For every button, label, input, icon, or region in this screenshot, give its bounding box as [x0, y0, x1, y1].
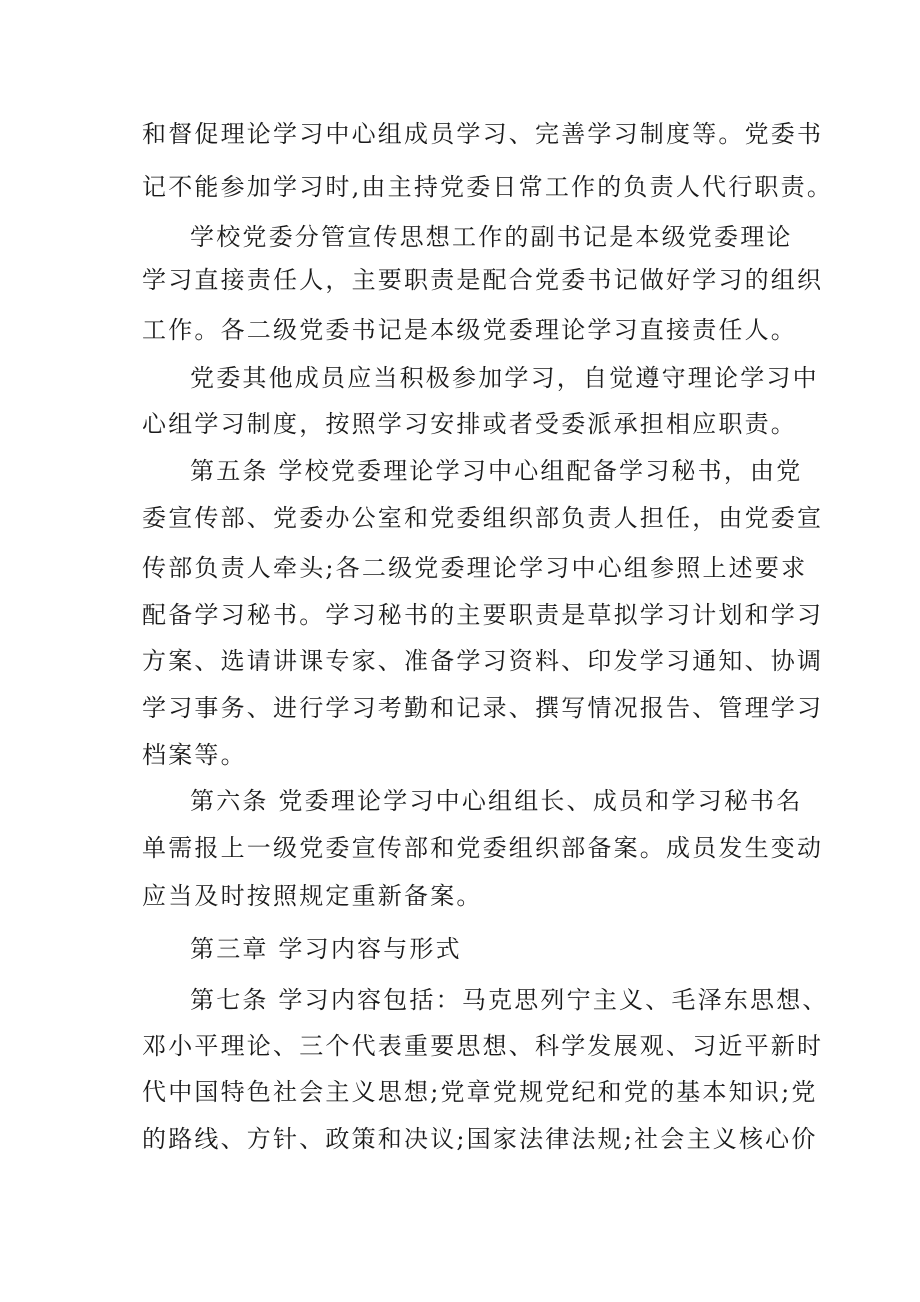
paragraph-start-line: 党委其他成员应当积极参加学习，自觉遵守理论学习中 — [190, 364, 819, 392]
text-line: 配备学习秘书。学习秘书的主要职责是草拟学习计划和学习 — [142, 601, 824, 629]
text-line: 学习直接责任人，主要职责是配合党委书记做好学习的组织 — [142, 266, 824, 294]
text-line: 的路线、方针、政策和决议;国家法律法规;社会主义核心价 — [142, 1125, 818, 1153]
text-line: 委宣传部、党委办公室和党委组织部负责人担任，由党委宣 — [142, 504, 824, 532]
text-line: 传部负责人牵头;各二级党委理论学习中心组参照上述要求 — [142, 554, 808, 582]
article-six-line: 第六条 党委理论学习中心组组长、成员和学习秘书名 — [190, 787, 803, 815]
text-line: 方案、选请讲课专家、准备学习资料、印发学习通知、协调 — [142, 647, 824, 675]
text-line: 档案等。 — [142, 741, 247, 769]
text-line: 和督促理论学习中心组成员学习、完善学习制度等。党委书 — [142, 120, 824, 148]
text-line: 记不能参加学习时,由主持党委日常工作的负责人代行职责。 — [142, 173, 834, 201]
text-line: 心组学习制度，按照学习安排或者受委派承担相应职责。 — [142, 410, 797, 438]
text-line: 工作。各二级党委书记是本级党委理论学习直接责任人。 — [142, 316, 797, 344]
text-line: 学习事务、进行学习考勤和记录、撰写情况报告、管理学习 — [142, 694, 824, 722]
text-line: 邓小平理论、三个代表重要思想、科学发展观、习近平新时 — [142, 1032, 824, 1060]
article-five-line: 第五条 学校党委理论学习中心组配备学习秘书，由党 — [190, 457, 803, 485]
paragraph-start-line: 学校党委分管宣传思想工作的副书记是本级党委理论 — [190, 223, 793, 251]
article-seven-line: 第七条 学习内容包括：马克思列宁主义、毛泽东思想、 — [190, 986, 829, 1014]
text-line: 代中国特色社会主义思想;党章党规党纪和党的基本知识;党 — [142, 1078, 818, 1106]
chapter-three-heading: 第三章 学习内容与形式 — [190, 935, 462, 963]
text-line: 单需报上一级党委宣传部和党委组织部备案。成员发生变动 — [142, 834, 824, 862]
text-line: 应当及时按照规定重新备案。 — [142, 882, 483, 910]
